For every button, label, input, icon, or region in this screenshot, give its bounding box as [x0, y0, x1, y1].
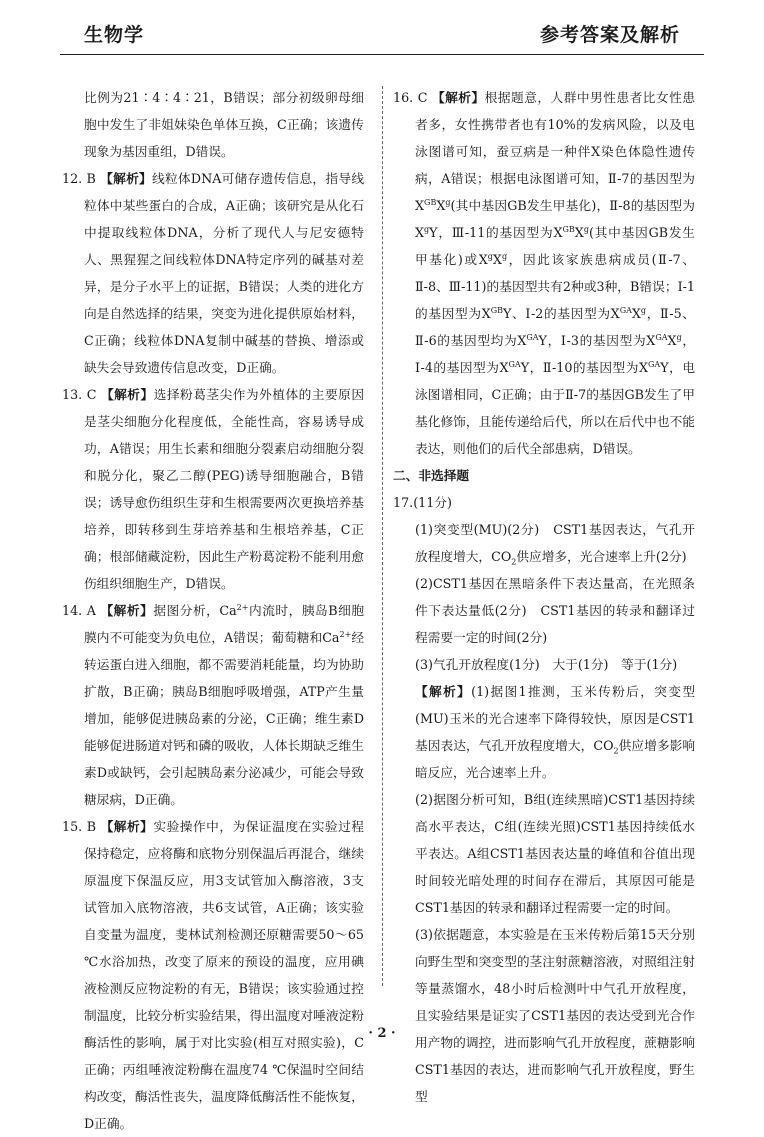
answer-12: 12. B 【解析】线粒体DNA可储存遗传信息，指导线粒体中某些蛋白的合成，A正确；该研究是从化石中提取线粒体DNA，分析了现代人与尼安德特人、黑猩猩之间线粒体DNA特定序列的碱基对差异，是分子水平上的证据，B错误；人类的进化方向是自然选择的结果，突变为进化提供原始材料，C正确；线粒体DNA复制中碱基的替换、增添或缺失会导致遗传信息改变，D正确。: [62, 171, 365, 375]
section-heading-nonchoice: 二、非选择题: [393, 468, 470, 483]
section-title: 参考答案及解析: [539, 24, 680, 46]
column-divider: [382, 86, 383, 986]
explanation-17-part1: 【解析】(1)据图1推测，玉米传粉后，突变型(MU)玉米的光合速率下降得较快，原因是CST1基因表达，气孔开放程度增大，$CO_2$供应增多影响暗反应，光合速率上升。: [415, 684, 696, 780]
explanation-17-part3: (3)依据题意，本实验是在玉米传粉后第15天分别向野生型和突变型的茎注射蔗糖溶液，对照组注射等量蒸馏水，48小时后检测叶中气孔开放程度，且实验结果是证实了CST1基因的表达受到光合作用产物的调控，进而影响气孔开放程度，蔗糖影响CST1基因的表达，进而影响气孔开放程度，野生型: [415, 927, 695, 1104]
answer-17-part3: (3)气孔开放程度(1分) 大于(1分) 等于(1分): [415, 657, 678, 672]
left-column: [62, 84, 364, 1137]
subject-title: 生物学: [84, 24, 145, 46]
answer-15: 15. B 【解析】实验操作中，为保证温度在实验过程保持稳定，应将酶和底物分别保温后再混合，继续原温度下保温反应，用3支试管加入酶溶液，3支试管加入底物溶液，共6支试管，A正确；该实验自变量为温度，斐林试剂检测还原糖需要50～65 ℃水浴加热，改变了原来的预设的温度，应用碘液检测反应物淀粉的有无，B错误；该实验通过控制温度，比较分析实验结果，得出温度对唾液淀粉酶活性的影响，属于对比实验(相互对照实验)，C正确；丙组唾液淀粉酶在温度74 ℃保温时空间结构改变，酶活性丧失，温度降低酶活性不能恢复，D正确。: [62, 819, 364, 1131]
answer-17-part1: (1)突变型(MU)(2分) CST1基因表达，气孔开放程度增大，$CO_2$供应增多，光合速率上升(2分): [415, 522, 695, 567]
right-column: [393, 84, 695, 1110]
answer-17-part2: (2)CST1基因在黑暗条件下表达量高，在光照条件下表达量低(2分) CST1基因的转录和翻译过程需要一定的时间(2分): [415, 576, 695, 645]
answer-13: 13. C 【解析】选择粉葛茎尖作为外植体的主要原因是茎尖细胞分化程度低，全能性高，容易诱导成功，A错误；用生长素和细胞分裂素启动细胞分裂和脱分化，聚乙二醇(PEG)诱导细胞融合，B错误；诱导愈伤组织生芽和生根需要两次更换培养基培养，即转移到生芽培养基和生根培养基，C正确；根部储藏淀粉，因此生产粉葛淀粉不能利用愈伤组织细胞生产，D错误。: [62, 387, 365, 591]
answer-17-header: 17.(11分): [393, 495, 452, 510]
explanation-17-part2: (2)据图分析可知，B组(连续黑暗)CST1基因持续高水平表达，C组(连续光照)CST1基因持续低水平表达。A组CST1基因表达量的峰值和谷值出现时间较光暗处理的时间存在滞后，其原因可能是CST1基因的转录和翻译过程需要一定的时间。: [415, 792, 695, 915]
answer-16: 16. C 【解析】根据题意，人群中男性患者比女性患者多，女性携带者也有10%的发病风险，以及电泳图谱可知，蚕豆病是一种伴X染色体隐性遗传病，A错误；根据电泳图谱可知，Ⅱ-7的基因型为$X^{GB}X^g$(其中基因GB发生甲基化)，Ⅱ-8的基因型为$X^gY$，Ⅲ-11的基因型为$X^{GB}X^g$(其中基因GB发生甲基化)或$X^gX^g$，因此该家族患病成员(Ⅱ-7、Ⅱ-8、Ⅲ-11)的基因型共有2种或3种，B错误；Ⅰ-1的基因型为$X^{GB}Y$、Ⅰ-2的基因型为$X^{GA}X^g$，Ⅱ-5、Ⅱ-6的基因型均为$X^{GA}Y$，Ⅰ-3的基因型为$X^{GA}X^g$，Ⅰ-4的基因型为$X^{GA}Y$，Ⅱ-10的基因型为$X^{GA}Y$，电泳图谱相同，C正确；由于Ⅱ-7的基因GB发生了甲基化修饰，且能传递给后代，所以在后代中也不能表达，则他们的后代全部患病，D错误。: [393, 90, 696, 456]
page-header: [60, 14, 704, 55]
q11-continuation: 比例为21∶4∶4∶21，B错误；部分初级卵母细胞中发生了非姐妹染色单体互换，C正确；该遗传现象为基因重组，D错误。: [84, 90, 364, 159]
answer-14: 14. A 【解析】据图分析，$Ca^{2+}$内流时，胰岛B细胞膜内不可能变为负电位，A错误；葡萄糖和$Ca^{2+}$经转运蛋白进入细胞，都不需要消耗能量，均为协助扩散，B正确；胰岛B细胞呼吸增强，ATP产生量增加，能够促进胰岛素的分泌，C正确；维生素D能够促进肠道对钙和磷的吸收，人体长期缺乏维生素D或缺钙，会引起胰岛素分泌减少，可能会导致糖尿病，D正确。: [62, 602, 365, 807]
page-number: · 2 ·: [368, 1026, 396, 1041]
